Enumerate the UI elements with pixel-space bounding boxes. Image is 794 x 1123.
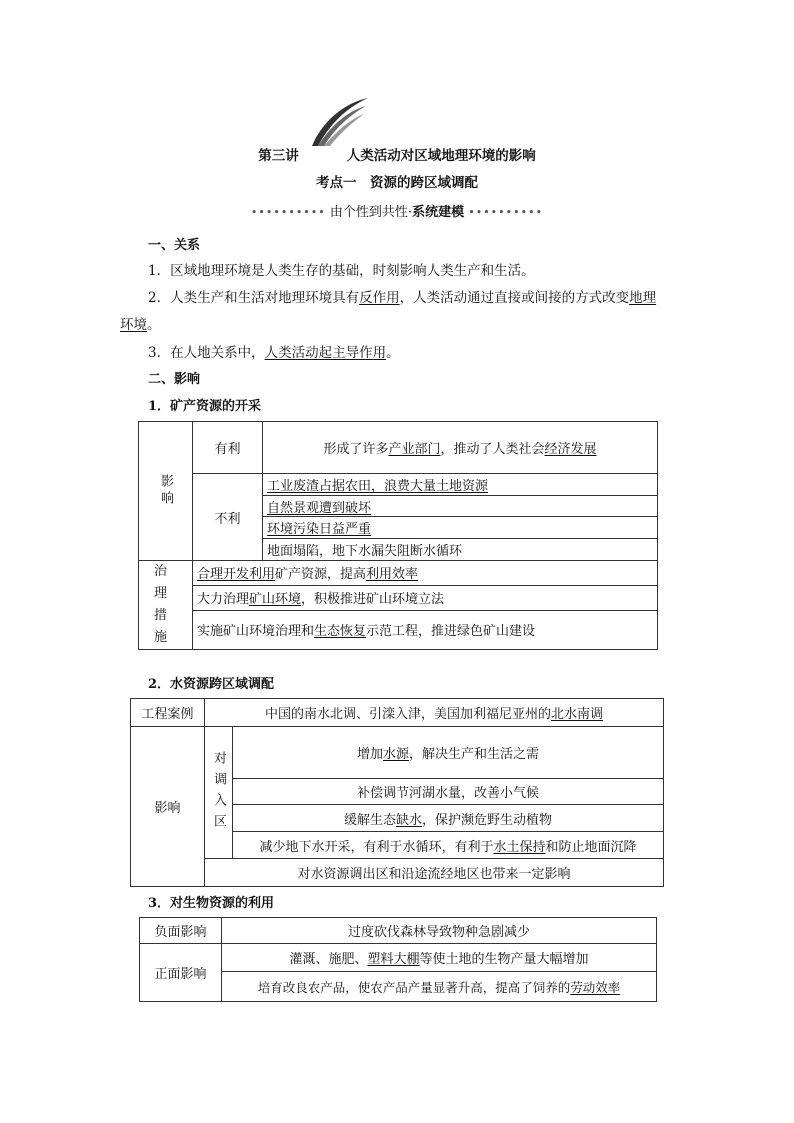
inflow-item: 增加水源，解决生产和生活之需: [233, 727, 664, 779]
positive-item: 培育改良农产品，使农产品产量显著升高，提高了饲养的劳动效率: [222, 972, 657, 1002]
page-title: [0, 144, 794, 164]
biological-table: [139, 917, 657, 1002]
lecture-number: 第三讲: [258, 148, 299, 164]
cases-label: 工程案例: [131, 699, 205, 727]
swoosh-logo-icon: [310, 96, 370, 148]
lecture-title: 人类活动对区域地理环境的影响: [346, 148, 536, 164]
measure-item: 大力治理矿山环境，积极推进矿山环境立法: [193, 585, 658, 610]
outflow-item: 对水资源调出区和沿途流经地区也带来一定影响: [205, 859, 664, 887]
negative-content: 过度砍伐森林导致物种急剧减少: [222, 918, 657, 944]
heading-influence: 二、影响: [148, 372, 201, 387]
positive-item: 灌溉、施肥、塑料大棚等使土地的生物产量大幅增加: [222, 944, 657, 972]
unfavorable-label: 不利: [193, 474, 263, 561]
heading-relation: 一、关系: [148, 238, 201, 253]
mineral-table: [138, 421, 658, 650]
measures-label: 治理措施: [139, 561, 193, 650]
unfavorable-item: 工业废渣占据农田，浪费大量土地资源: [263, 474, 658, 496]
water-influence-label: 影响: [131, 727, 205, 887]
influence-cell: 影响: [139, 422, 193, 561]
inflow-label: 对调入区: [205, 727, 233, 859]
measure-item: 实施矿山环境治理和生态恢复示范工程，推进绿色矿山建设: [193, 610, 658, 649]
paragraph-1: 1．区域地理环境是人类生存的基础，时刻影响人类生产和生活。: [148, 263, 535, 279]
unfavorable-item: 自然景观遭到破坏: [263, 496, 658, 517]
heading-biological: 3．对生物资源的利用: [148, 896, 275, 911]
water-table: [130, 698, 664, 887]
heading-mineral: 1．矿产资源的开采: [148, 399, 262, 414]
inflow-item: 缓解生态缺水，保护濒危野生动植物: [233, 805, 664, 832]
favorable-content: 形成了许多产业部门，推动了人类社会经济发展: [263, 422, 658, 474]
unfavorable-item: 地面塌陷，地下水漏失阻断水循环: [263, 539, 658, 561]
paragraph-2: 2．人类生产和生活对地理环境具有反作用，人类活动通过直接或间接的方式改变地理: [148, 290, 657, 306]
negative-label: 负面影响: [140, 918, 222, 944]
paragraph-2-cont: 环境。: [120, 317, 161, 333]
unfavorable-item: 环境污染日益严重: [263, 517, 658, 539]
cases-content: 中国的南水北调、引滦入津，美国加利福尼亚州的北水南调: [205, 699, 664, 727]
positive-label: 正面影响: [140, 944, 222, 1002]
section-banner: •••••••••• 由个性到共性·系统建模 ••••••••••: [250, 205, 544, 220]
inflow-item: 减少地下水开采，有利于水循环，有利于水土保持和防止地面沉降: [233, 832, 664, 859]
heading-water: 2．水资源跨区域调配: [148, 677, 275, 692]
paragraph-3: 3．在人地关系中，人类活动起主导作用。: [148, 345, 400, 361]
inflow-item: 补偿调节河湖水量，改善小气候: [233, 779, 664, 805]
section-point-title: 考点一 资源的跨区域调配: [316, 175, 478, 191]
favorable-label: 有利: [193, 422, 263, 474]
measure-item: 合理开发利用矿产资源，提高利用效率: [193, 561, 658, 586]
